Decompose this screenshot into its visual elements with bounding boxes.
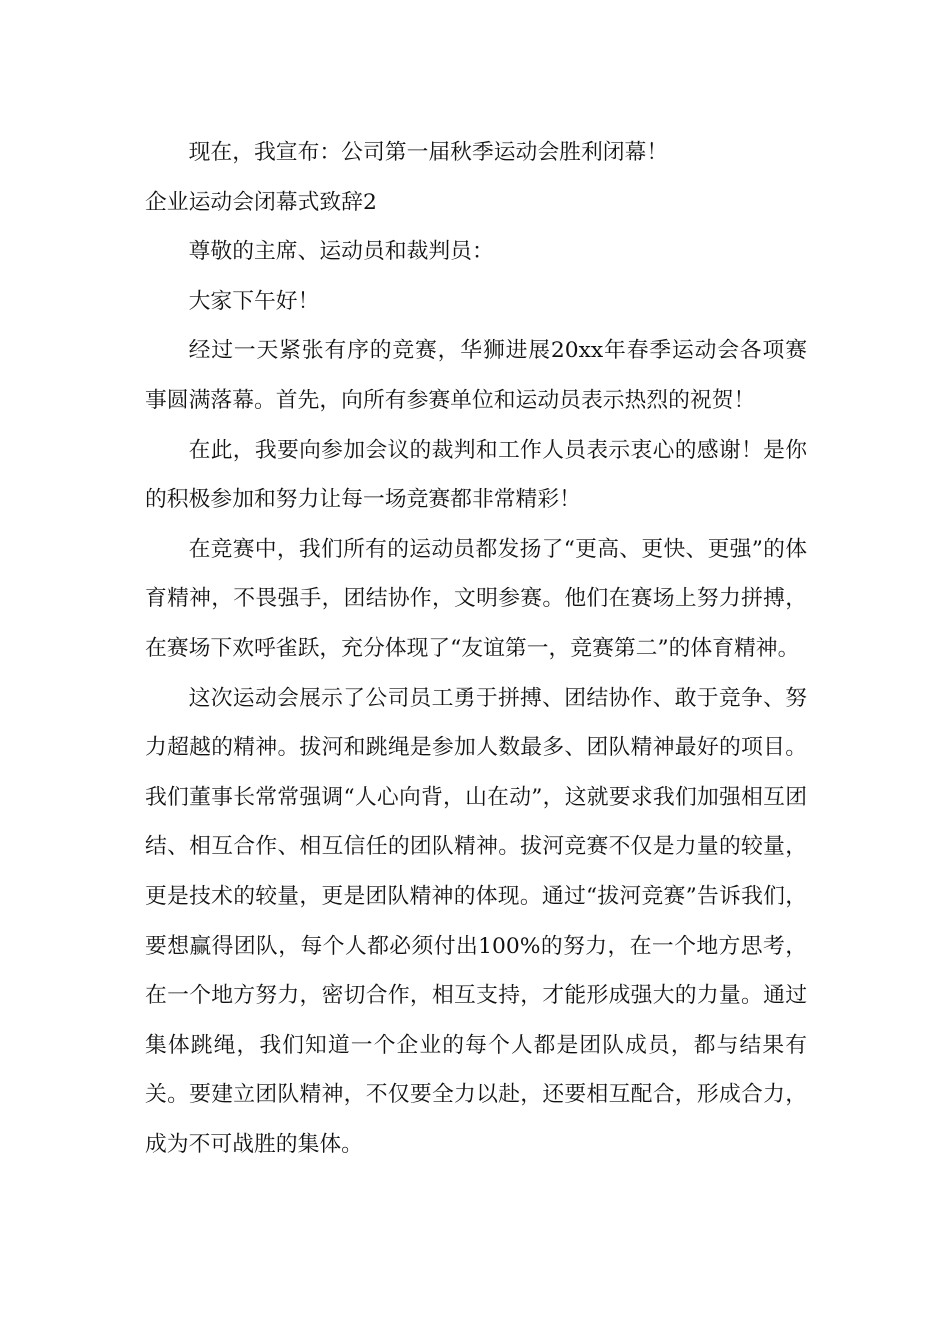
section-title: 企业运动会闭幕式致辞2 [145,189,377,215]
paragraph-3: 在竞赛中，我们所有的运动员都发扬了“更高、更快、更强”的体育精神，不畏强手，团结协作，文明参赛。他们在赛场上努力拼搏，在赛场下欢呼雀跃，充分体现了“友谊第一，竞赛第二”的体育精神。 [145,536,807,661]
paragraph-2: 在此，我要向参加会议的裁判和工作人员表示衷心的感谢！是你的积极参加和努力让每一场竞赛都非常精彩！ [145,437,807,513]
salutation: 尊敬的主席、运动员和裁判员： [188,239,494,265]
greeting: 大家下午好！ [188,288,320,314]
document-body [145,128,807,1169]
paragraph-4: 这次运动会展示了公司员工勇于拼搏、团结协作、敢于竞争、努力超越的精神。拔河和跳绳是参加人数最多、团队精神最好的项目。我们董事长常常强调“人心向背，山在动”，这就要求我们加强相互团结、相互合作、相互信任的团队精神。拔河竞赛不仅是力量的较量，更是技术的较量，更是团队精神的体现。通过“拔河竞赛”告诉我们，要想赢得团队，每个人都必须付出100%的努力，在一个地方思考，在一个地方努力，密切合作，相互支持，才能形成强大的力量。通过集体跳绳，我们知道一个企业的每个人都是团队成员，都与结果有关。要建立团队精神，不仅要全力以赴，还要相互配合，形成合力，成为不可战胜的集体。 [145,685,807,1157]
paragraph-1: 经过一天紧张有序的竞赛，华狮进展20xx年春季运动会各项赛事圆满落幕。首先，向所有参赛单位和运动员表示热烈的祝贺！ [145,338,807,413]
closing-announcement: 现在，我宣布：公司第一届秋季运动会胜利闭幕！ [188,140,669,165]
